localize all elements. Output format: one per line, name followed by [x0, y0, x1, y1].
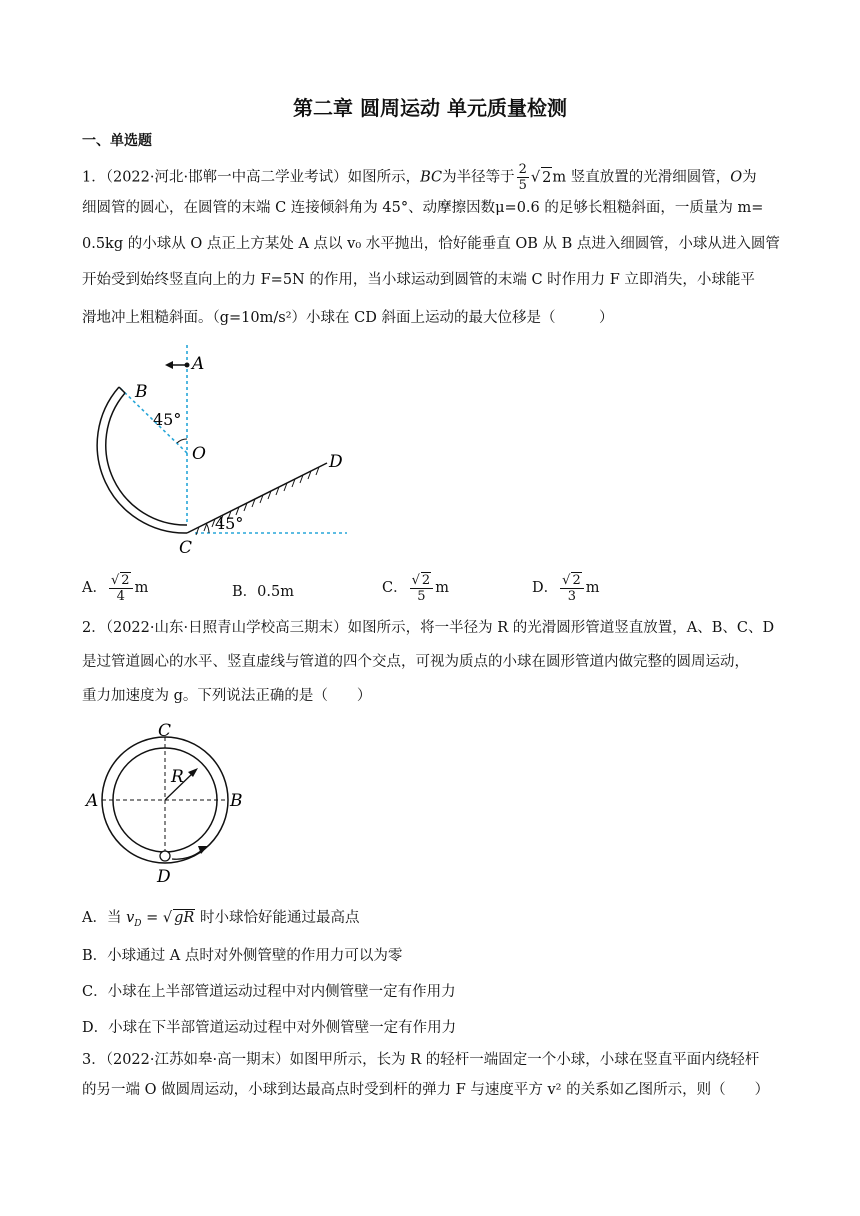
q2-line3: 重力加速度为 g。下列说法正确的是（ ）: [82, 688, 372, 704]
angle-label-O: 45°: [153, 410, 182, 429]
q1-line4: 开始受到始终竖直向上的力 F=5N 的作用，当小球运动到圆管的末端 C 时作用力 F 立即消失，小球能平: [82, 272, 755, 288]
q1-option-d[interactable]: D． $\frac{√ 2}{3}$ m: [532, 573, 600, 604]
label-D: D: [157, 867, 171, 887]
label-O: O: [192, 444, 206, 464]
label-D: D: [329, 452, 343, 472]
q2-figure: [80, 722, 250, 887]
q2-line1: 2．（2022·山东·日照青山学校高三期末）如图所示，将一半径为 R 的光滑圆形管道竖直放置，A、B、C、D: [82, 620, 775, 636]
q3-line2: 的另一端 O 做圆周运动，小球到达最高点时受到杆的弹力 F 与速度平方 v² 的关系如乙图所示，则（ ）: [82, 1082, 770, 1098]
fraction: $\frac{2}{5}$: [518, 162, 527, 193]
page-title: 第二章 圆周运动 单元质量检测: [293, 96, 567, 120]
q2-line2: 是过管道圆心的水平、竖直虚线与管道的四个交点，可视为质点的小球在圆形管道内做完整的圆周运动，: [82, 654, 749, 670]
angle-label-C: 45°: [215, 514, 244, 533]
q1-option-a[interactable]: A． $\frac{√ 2}{4}$ m: [82, 573, 149, 604]
q1-line1: 1．（2022·河北·邯郸一中高二学业考试）如图所示，BC为半径等于 $\frac{2}{5}$ √ 2m 竖直放置的光滑细圆管，O为: [82, 162, 757, 193]
q2-option-c[interactable]: C．小球在上半部管道运动过程中对内侧管壁一定有作用力: [82, 984, 456, 1000]
label-B: B: [230, 791, 243, 811]
q2-option-a[interactable]: A．当 $v_D$ = √ gR 时小球恰好能通过最高点: [82, 910, 360, 929]
q1-line3: 0.5kg 的小球从 O 点正上方某处 A 点以 v₀ 水平抛出，恰好能垂直 OB 从 B 点进入细圆管，小球从进入圆管: [82, 236, 780, 252]
q1-line2: 细圆管的圆心，在圆管的末端 C 连接倾斜角为 45°、动摩擦因数μ=0.6 的足够长粗糙斜面，一质量为 m=: [82, 200, 764, 216]
label-C: C: [179, 538, 193, 558]
label-B: B: [135, 382, 148, 402]
q3-line1: 3．（2022·江苏如皋·高一期末）如图甲所示，长为 R 的轻杆一端固定一个小球，小球在竖直平面内绕轻杆: [82, 1052, 760, 1068]
q1-option-b[interactable]: B．0.5m: [232, 584, 294, 600]
q2-option-b[interactable]: B．小球通过 A 点时对外侧管壁的作用力可以为零: [82, 948, 403, 964]
section-heading: 一、单选题: [82, 133, 152, 149]
label-A: A: [86, 791, 99, 811]
q1-option-c[interactable]: C． $\frac{√ 2}{5}$ m: [382, 573, 449, 604]
q2-option-d[interactable]: D．小球在下半部管道运动过程中对外侧管壁一定有作用力: [82, 1020, 457, 1036]
label-C: C: [158, 722, 172, 741]
label-A: A: [192, 354, 205, 374]
q1-line5: 滑地冲上粗糙斜面。（g=10m/s²）小球在 CD 斜面上运动的最大位移是（ ）: [82, 310, 614, 326]
q1-figure: [95, 345, 355, 560]
label-R: R: [171, 767, 184, 787]
